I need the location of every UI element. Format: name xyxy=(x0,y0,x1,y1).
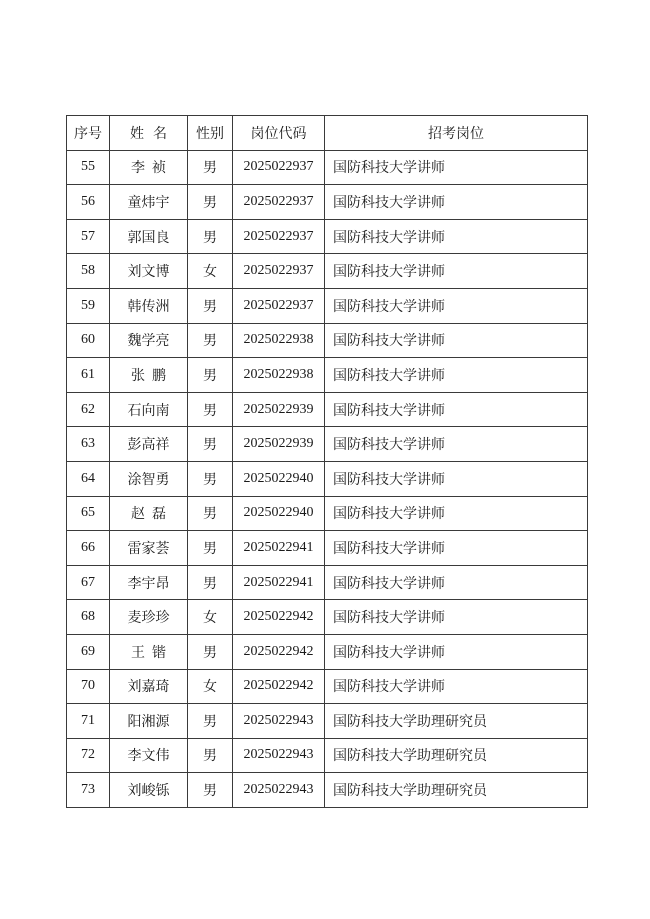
cell-post-code: 2025022937 xyxy=(233,150,325,185)
cell-post-code: 2025022941 xyxy=(233,565,325,600)
cell-serial-number: 59 xyxy=(67,288,110,323)
table-header-row xyxy=(67,116,588,151)
table-row xyxy=(67,323,588,358)
cell-post-code: 2025022939 xyxy=(233,427,325,462)
cell-post: 国防科技大学助理研究员 xyxy=(325,704,588,739)
table-row xyxy=(67,185,588,220)
cell-name: 李宇昂 xyxy=(110,565,188,600)
cell-serial-number: 66 xyxy=(67,531,110,566)
cell-gender: 男 xyxy=(188,461,233,496)
cell-post: 国防科技大学讲师 xyxy=(325,496,588,531)
cell-gender: 男 xyxy=(188,392,233,427)
header-name: 姓 名 xyxy=(110,116,188,151)
cell-serial-number: 72 xyxy=(67,738,110,773)
cell-post-code: 2025022937 xyxy=(233,219,325,254)
cell-gender: 男 xyxy=(188,150,233,185)
cell-post-code: 2025022937 xyxy=(233,185,325,220)
cell-post: 国防科技大学讲师 xyxy=(325,531,588,566)
cell-name: 童炜宇 xyxy=(110,185,188,220)
cell-serial-number: 70 xyxy=(67,669,110,704)
cell-gender: 男 xyxy=(188,323,233,358)
table-row xyxy=(67,150,588,185)
cell-post-code: 2025022941 xyxy=(233,531,325,566)
cell-post: 国防科技大学讲师 xyxy=(325,254,588,289)
cell-post: 国防科技大学讲师 xyxy=(325,600,588,635)
cell-post-code: 2025022938 xyxy=(233,323,325,358)
header-gender: 性别 xyxy=(188,116,233,151)
table-row xyxy=(67,358,588,393)
cell-serial-number: 67 xyxy=(67,565,110,600)
cell-gender: 女 xyxy=(188,600,233,635)
cell-gender: 男 xyxy=(188,427,233,462)
cell-name: 石向南 xyxy=(110,392,188,427)
cell-post-code: 2025022942 xyxy=(233,634,325,669)
cell-gender: 女 xyxy=(188,669,233,704)
cell-serial-number: 56 xyxy=(67,185,110,220)
cell-serial-number: 73 xyxy=(67,773,110,808)
cell-gender: 男 xyxy=(188,358,233,393)
table-row xyxy=(67,461,588,496)
cell-post: 国防科技大学助理研究员 xyxy=(325,738,588,773)
cell-serial-number: 69 xyxy=(67,634,110,669)
cell-gender: 男 xyxy=(188,219,233,254)
cell-gender: 男 xyxy=(188,288,233,323)
table-row xyxy=(67,773,588,808)
cell-name: 韩传洲 xyxy=(110,288,188,323)
table-row xyxy=(67,427,588,462)
table-row xyxy=(67,288,588,323)
table-row xyxy=(67,565,588,600)
cell-name: 张 鹏 xyxy=(110,358,188,393)
cell-name: 赵 磊 xyxy=(110,496,188,531)
cell-post: 国防科技大学讲师 xyxy=(325,461,588,496)
cell-name: 刘峻铄 xyxy=(110,773,188,808)
cell-post: 国防科技大学讲师 xyxy=(325,358,588,393)
cell-post: 国防科技大学讲师 xyxy=(325,427,588,462)
cell-name: 刘文博 xyxy=(110,254,188,289)
table-row xyxy=(67,254,588,289)
cell-name: 刘嘉琦 xyxy=(110,669,188,704)
cell-name: 阳湘源 xyxy=(110,704,188,739)
cell-serial-number: 68 xyxy=(67,600,110,635)
cell-serial-number: 62 xyxy=(67,392,110,427)
cell-post: 国防科技大学讲师 xyxy=(325,219,588,254)
header-post-code: 岗位代码 xyxy=(233,116,325,151)
table-row xyxy=(67,738,588,773)
table-row xyxy=(67,669,588,704)
cell-post-code: 2025022943 xyxy=(233,738,325,773)
cell-name: 涂智勇 xyxy=(110,461,188,496)
personnel-table xyxy=(66,115,588,808)
cell-gender: 男 xyxy=(188,773,233,808)
table-body xyxy=(67,150,588,807)
cell-serial-number: 58 xyxy=(67,254,110,289)
cell-serial-number: 64 xyxy=(67,461,110,496)
cell-serial-number: 71 xyxy=(67,704,110,739)
cell-post-code: 2025022938 xyxy=(233,358,325,393)
cell-post: 国防科技大学助理研究员 xyxy=(325,773,588,808)
cell-post-code: 2025022937 xyxy=(233,254,325,289)
cell-post: 国防科技大学讲师 xyxy=(325,634,588,669)
cell-gender: 男 xyxy=(188,185,233,220)
cell-gender: 男 xyxy=(188,634,233,669)
cell-post-code: 2025022940 xyxy=(233,496,325,531)
table-row xyxy=(67,219,588,254)
cell-post: 国防科技大学讲师 xyxy=(325,565,588,600)
cell-serial-number: 57 xyxy=(67,219,110,254)
cell-name: 郭国良 xyxy=(110,219,188,254)
cell-gender: 女 xyxy=(188,254,233,289)
table-row xyxy=(67,392,588,427)
cell-post-code: 2025022943 xyxy=(233,773,325,808)
cell-gender: 男 xyxy=(188,738,233,773)
cell-post: 国防科技大学讲师 xyxy=(325,185,588,220)
cell-serial-number: 55 xyxy=(67,150,110,185)
header-serial-number: 序号 xyxy=(67,116,110,151)
cell-post-code: 2025022943 xyxy=(233,704,325,739)
cell-post-code: 2025022942 xyxy=(233,669,325,704)
table-row xyxy=(67,600,588,635)
cell-name: 麦珍珍 xyxy=(110,600,188,635)
table-row xyxy=(67,531,588,566)
cell-post-code: 2025022939 xyxy=(233,392,325,427)
cell-name: 魏学亮 xyxy=(110,323,188,358)
cell-serial-number: 63 xyxy=(67,427,110,462)
table-row xyxy=(67,634,588,669)
cell-post-code: 2025022937 xyxy=(233,288,325,323)
cell-serial-number: 65 xyxy=(67,496,110,531)
cell-gender: 男 xyxy=(188,565,233,600)
cell-gender: 男 xyxy=(188,496,233,531)
cell-post-code: 2025022940 xyxy=(233,461,325,496)
cell-name: 彭高祥 xyxy=(110,427,188,462)
table-row xyxy=(67,704,588,739)
cell-gender: 男 xyxy=(188,531,233,566)
document-page xyxy=(66,115,588,808)
cell-serial-number: 60 xyxy=(67,323,110,358)
cell-post: 国防科技大学讲师 xyxy=(325,288,588,323)
cell-serial-number: 61 xyxy=(67,358,110,393)
cell-name: 李 祯 xyxy=(110,150,188,185)
header-post: 招考岗位 xyxy=(325,116,588,151)
cell-post: 国防科技大学讲师 xyxy=(325,150,588,185)
cell-name: 李文伟 xyxy=(110,738,188,773)
table-row xyxy=(67,496,588,531)
cell-post: 国防科技大学讲师 xyxy=(325,392,588,427)
cell-name: 王 锴 xyxy=(110,634,188,669)
cell-name: 雷家荟 xyxy=(110,531,188,566)
cell-post-code: 2025022942 xyxy=(233,600,325,635)
cell-post: 国防科技大学讲师 xyxy=(325,669,588,704)
cell-gender: 男 xyxy=(188,704,233,739)
cell-post: 国防科技大学讲师 xyxy=(325,323,588,358)
